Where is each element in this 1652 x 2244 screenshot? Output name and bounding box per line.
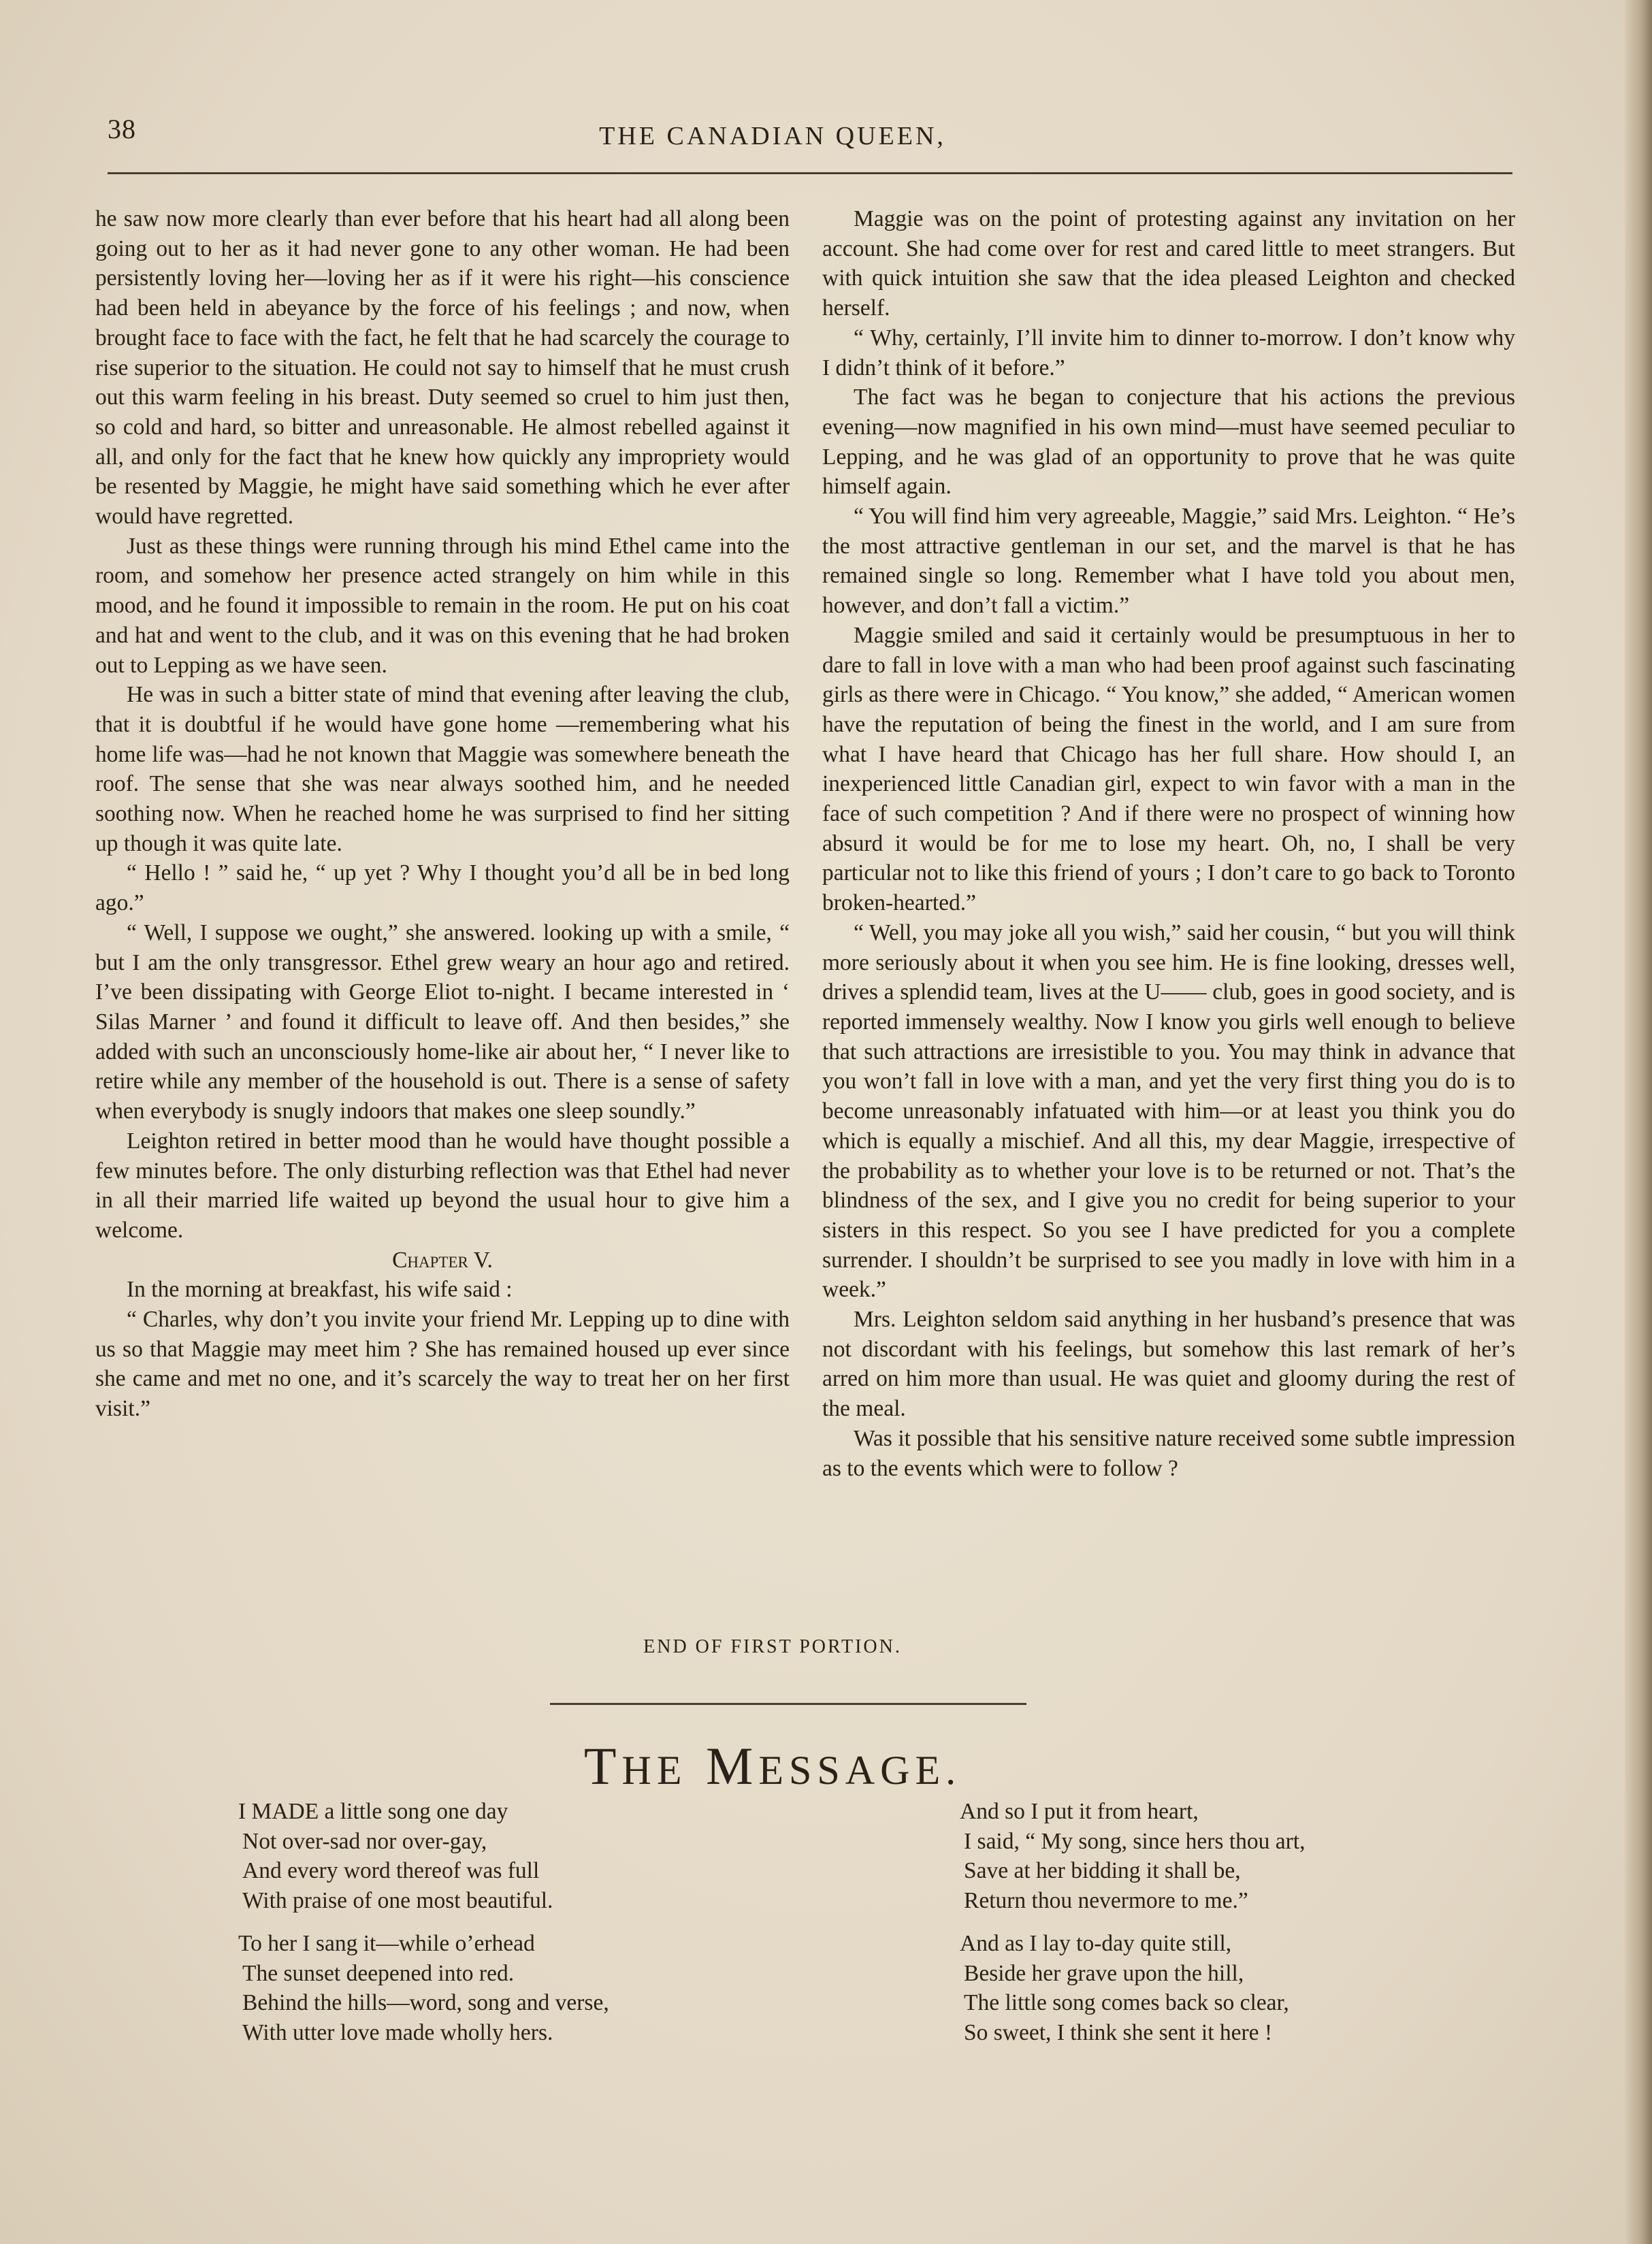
paragraph: “ Well, I suppose we ought,” she answered. looking up with a smile, “ but I am the only transgressor. Ethel grew weary an hour ago and retired. I’ve been dissipating with George Eliot to-night. I became interested in ‘ Silas Marner ’ and found it difficult to leave off. And then besides,” she added with such an unconsciously home-like air about her, “ I never like to retire while any member of the household is out. There is a sense of safety when everybody is snugly indoors that makes one sleep soundly.” bbox=[95, 920, 790, 1124]
paragraph: Leighton retired in better mood than he would have thought possible a few minutes before. The only disturbing reflection was that Ethel had never in all their married life waited up beyond the usual hour to give him a welcome. bbox=[95, 1128, 790, 1243]
paragraph: he saw now more clearly than ever before that his heart had all along been going out to her as it had never gone to any other woman. He had been persistently loving her—loving her as if it were his right—his conscience had been held in abeyance by the force of his feelings ; and now, when brought face to face with the fact, he felt that he had scarcely the courage to rise superior to the situation. He could not say to himself that he must crush out this warm feeling in his breast. Duty seemed so cruel to him just then, so cold and hard, so bitter and unreasonable. He almost rebelled against it all, and only for the fact that he knew how quickly any impropriety would be resented by Maggie, he might have said something which he ever after would have regretted. bbox=[95, 206, 790, 530]
poem-title-rest-2: ESSAGE. bbox=[758, 1748, 962, 1793]
story-column-left bbox=[95, 204, 790, 1424]
paragraph: Maggie smiled and said it certainly would be presumptuous in her to dare to fall in love with a man who had been proof against such fascinating girls as there were in Chicago. “ You know,” she added, “ American women have the reputation of being the finest in the world, and I am sure from what I have heard that Chicago has her full share. How should I, an inexperienced little Canadian girl, expect to win favor with a man in the face of such competition ? And if there were no prospect of winning how absurd it would be for me to lose my heart. Oh, no, I shall be very particular not to like this friend of yours ; I don’t care to go back to Toronto broken-hearted.” bbox=[822, 622, 1515, 916]
left-paragraphs bbox=[95, 204, 790, 1246]
poem-line: I said, “ My song, since hers thou art, bbox=[964, 1828, 1306, 1854]
running-head: THE CANADIAN QUEEN, bbox=[599, 122, 946, 150]
poem-column-right bbox=[960, 1797, 1477, 2061]
header-rule bbox=[108, 172, 1512, 174]
paragraph: Just as these things were running through his mind Ethel came into the room, and somehow her presence acted strangely on him while in this mood, and he found it impossible to remain in the room. He put on his coat and hat and went to the club, and it was on this evening that he had broken out to Lepping as we have seen. bbox=[95, 533, 790, 678]
paragraph: “ Hello ! ” said he, “ up yet ? Why I thought you’d all be in bed long ago.” bbox=[95, 860, 790, 916]
poem-title-rest-1: HE bbox=[621, 1748, 687, 1793]
paragraph: Maggie was on the point of protesting against any invitation on her account. She had come over for rest and cared little to meet strangers. But with quick intuition she saw that the idea pleased Leighton and checked herself. bbox=[822, 206, 1515, 321]
poem-line: With utter love made wholly hers. bbox=[242, 2019, 553, 2045]
paragraph: He was in such a bitter state of mind that evening after leaving the club, that it is doubtful if he would have gone home —remembering what his home life was—had he not known that Maggie was somewhere beneath the roof. The sense that she was near always soothed him, and he needed soothing now. When he reached home he was surprised to find her sitting up though it was quite late. bbox=[95, 682, 790, 856]
poem-stanza bbox=[238, 1929, 756, 2047]
poem-line: And so I put it from heart, bbox=[960, 1799, 1199, 1824]
poem-stanza bbox=[238, 1797, 756, 1915]
paragraph: “ Well, you may joke all you wish,” said her cousin, “ but you will think more seriously about it when you see him. He is fine looking, dresses well, drives a splendid team, lives at the U—— club, goes in good society, and is reported immensely wealthy. Now I know you girls well enough to believe that such attractions are irresistible to you. You may think in advance that you won’t fall in love with a man, and yet the very first thing you do is to become unreasonably infatuated with him—or at least you think you do which is equally a mischief. And all this, my dear Maggie, irrespective of the probability as to whether your love is to be returned or not. That’s the blindness of the sex, and I give you no credit for being superior to your sisters in this respect. So you see I have predicted for you a complete surrender. I shouldn’t be surprised to see you madly in love with him in a week.” bbox=[822, 920, 1515, 1303]
poem-line: With praise of one most beautiful. bbox=[242, 1887, 553, 1913]
poem-line: And every word thereof was full bbox=[242, 1858, 540, 1883]
paragraph: “ You will find him very agreeable, Maggie,” said Mrs. Leighton. “ He’s the most attractive gentleman in our set, and the marvel is that he has remained single so long. Remember what I have told you about men, however, and don’t fall a victim.” bbox=[822, 504, 1515, 619]
paragraph: “ Why, certainly, I’ll invite him to dinner to-morrow. I don’t know why I didn’t think of it before.” bbox=[822, 325, 1515, 380]
poem-title bbox=[0, 1736, 1545, 1797]
right-paragraphs bbox=[822, 204, 1515, 1483]
paragraph: The fact was he began to conjecture that his actions the previous evening—now magnified in his own mind—must have seemed peculiar to Lepping, and he was glad of an opportunity to prove that he was quite himself again. bbox=[822, 385, 1515, 500]
paragraph: Mrs. Leighton seldom said anything in her husband’s presence that was not discordant with his feelings, but somehow this last remark of her’s arred on him more than usual. He was quiet and gloomy during the rest of the meal. bbox=[822, 1307, 1515, 1422]
poem-title-cap-1: T bbox=[583, 1736, 622, 1795]
poem-line: Not over-sad nor over-gay, bbox=[242, 1828, 487, 1854]
poem-line: The little song comes back so clear, bbox=[964, 1990, 1289, 2015]
paragraph: In the morning at breakfast, his wife said : bbox=[127, 1277, 513, 1303]
story-column-right bbox=[822, 204, 1515, 1483]
poem-line: I MADE a little song one day bbox=[238, 1799, 508, 1824]
poem-line: So sweet, I think she sent it here ! bbox=[964, 2019, 1273, 2045]
poem-line: Beside her grave upon the hill, bbox=[964, 1960, 1244, 1986]
poem-line: To her I sang it—while o’erhead bbox=[238, 1931, 535, 1956]
paragraph: “ Charles, why don’t you invite your friend Mr. Lepping up to dine with us so that Maggie may meet him ? She has remained housed up ever since she came and met no one, and it’s scarcely the way to treat her on her first visit.” bbox=[95, 1307, 790, 1422]
section-divider bbox=[550, 1703, 1026, 1705]
page-number: 38 bbox=[108, 114, 136, 144]
poem-stanza bbox=[960, 1929, 1477, 2047]
poem-stanza bbox=[960, 1797, 1477, 1915]
poem-line: Return thou nevermore to me.” bbox=[964, 1887, 1248, 1913]
poem-line: The sunset deepened into red. bbox=[242, 1960, 515, 1986]
chapter-heading: Chapter V. bbox=[392, 1247, 493, 1273]
poem-title-cap-2: M bbox=[706, 1736, 759, 1795]
poem-line: Save at her bidding it shall be, bbox=[964, 1858, 1241, 1883]
poem-line: And as I lay to-day quite still, bbox=[960, 1931, 1232, 1956]
after-chapter-paragraphs bbox=[95, 1275, 790, 1424]
paragraph: Was it possible that his sensitive nature received some subtle impression as to the events which were to follow ? bbox=[822, 1425, 1515, 1481]
poem-column-left bbox=[238, 1797, 756, 2061]
end-of-portion-note: END OF FIRST PORTION. bbox=[643, 1636, 902, 1657]
page-spine-shadow bbox=[1625, 0, 1652, 2244]
poem-line: Behind the hills—word, song and verse, bbox=[242, 1990, 609, 2015]
